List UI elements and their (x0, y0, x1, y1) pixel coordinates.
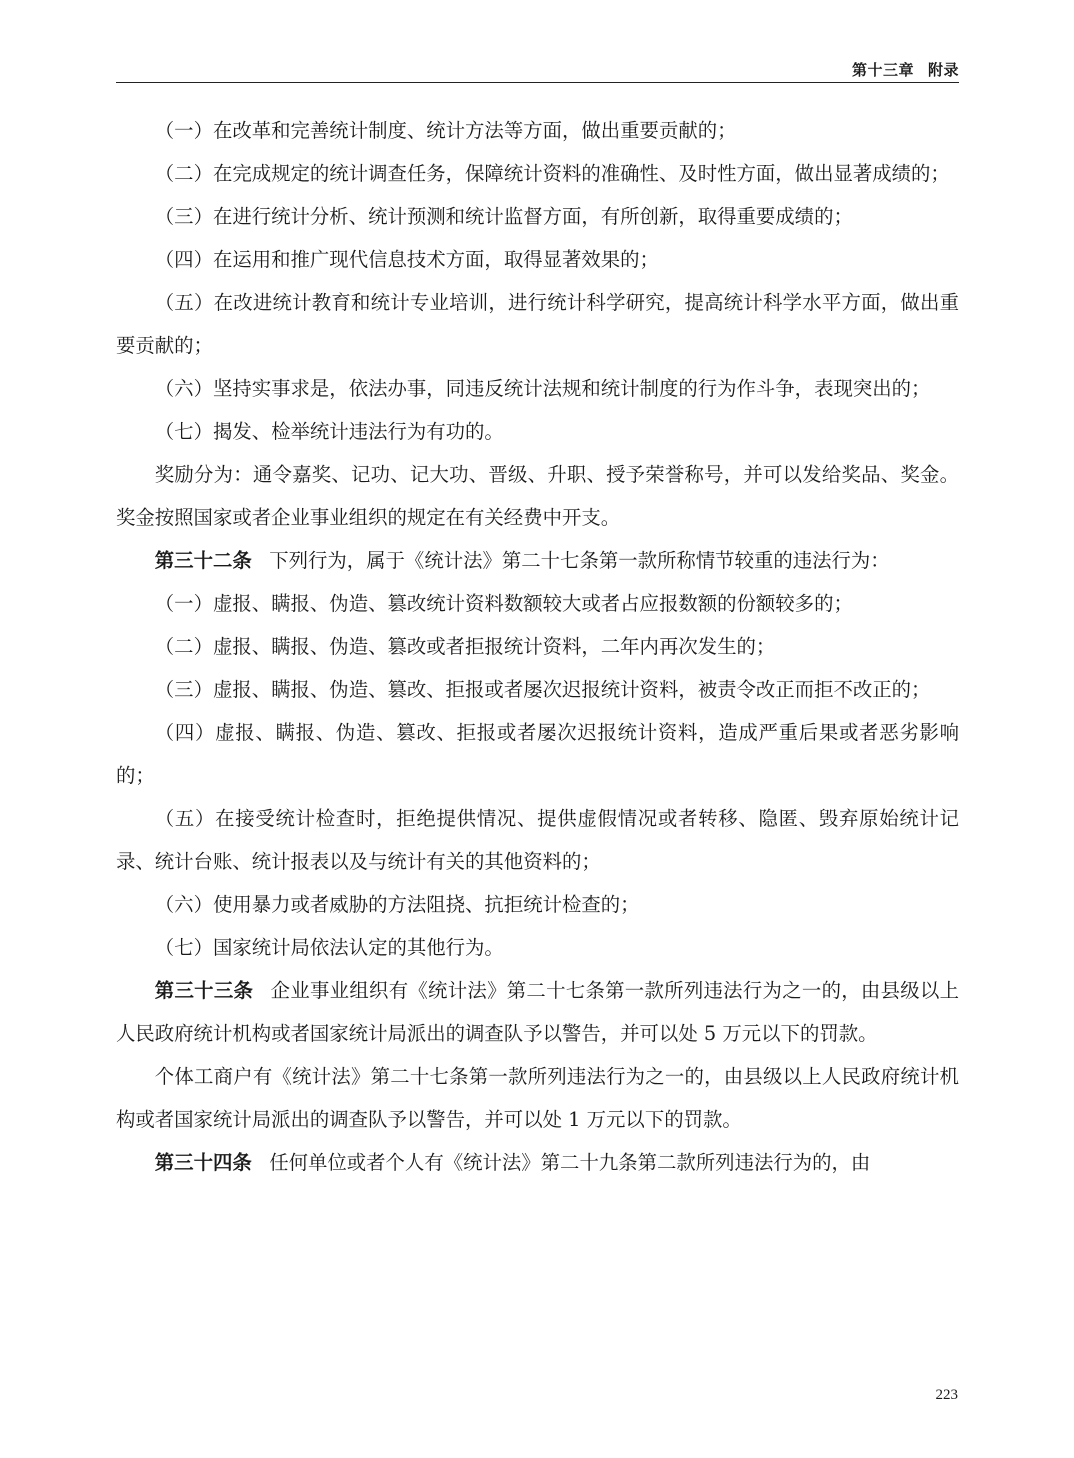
paragraph (116, 883, 959, 926)
paragraph (116, 195, 959, 238)
paragraph (116, 797, 959, 883)
paragraph-text: （二）在完成规定的统计调查任务，保障统计资料的准确性、及时性方面，做出显著成绩的； (154, 162, 950, 185)
article-number: 第三十二条 (154, 549, 252, 572)
paragraph-text: 下列行为，属于《统计法》第二十七条第一款所称情节较重的违法行为： (269, 549, 890, 572)
article-number: 第三十四条 (154, 1151, 252, 1174)
paragraph (116, 926, 959, 969)
paragraph (116, 238, 959, 281)
paragraph-text: （一）虚报、瞒报、伪造、篡改统计资料数额较大或者占应报数额的份额较多的； (154, 592, 853, 615)
article-paragraph (116, 1141, 959, 1184)
paragraph-text: 任何单位或者个人有《统计法》第二十九条第二款所列违法行为的，由 (269, 1151, 871, 1174)
paragraph-text: 个体工商户有《统计法》第二十七条第一款所列违法行为之一的，由县级以上人民政府统计机构或者国家统计局派出的调查队予以警告，并可以处 1 万元以下的罚款。 (116, 1065, 959, 1131)
running-header (116, 58, 959, 82)
article-number: 第三十三条 (154, 979, 254, 1002)
paragraph (116, 582, 959, 625)
paragraph (116, 410, 959, 453)
paragraph-text: （三）虚报、瞒报、伪造、篡改、拒报或者屡次迟报统计资料，被责令改正而拒不改正的； (154, 678, 931, 701)
paragraph-text: （一）在改革和完善统计制度、统计方法等方面，做出重要贡献的； (154, 119, 737, 142)
paragraph (116, 109, 959, 152)
paragraph (116, 453, 959, 539)
paragraph (116, 281, 959, 367)
article-paragraph (116, 539, 959, 582)
paragraph-text: （二）虚报、瞒报、伪造、篡改或者拒报统计资料，二年内再次发生的； (154, 635, 776, 658)
header-rule (116, 82, 959, 83)
paragraph-text: （三）在进行统计分析、统计预测和统计监督方面，有所创新，取得重要成绩的； (154, 205, 853, 228)
body-text (116, 109, 959, 1184)
paragraph-text: （四）在运用和推广现代信息技术方面，取得显著效果的； (154, 248, 659, 271)
paragraph-text: （六）使用暴力或者威胁的方法阻挠、抗拒统计检查的； (154, 893, 640, 916)
paragraph (116, 1055, 959, 1141)
paragraph-text: （六）坚持实事求是，依法办事，同违反统计法规和统计制度的行为作斗争，表现突出的； (154, 377, 931, 400)
paragraph-text: （四）虚报、瞒报、伪造、篡改、拒报或者屡次迟报统计资料，造成严重后果或者恶劣影响的； (116, 721, 959, 787)
paragraph-text: （七）揭发、检举统计违法行为有功的。 (154, 420, 504, 443)
paragraph (116, 625, 959, 668)
page-number: 223 (935, 1387, 958, 1403)
paragraph-text: 奖励分为：通令嘉奖、记功、记大功、晋级、升职、授予荣誉称号，并可以发给奖品、奖金。奖金按照国家或者企业事业组织的规定在有关经费中开支。 (116, 463, 959, 529)
paragraph (116, 668, 959, 711)
paragraph-text: （五）在接受统计检查时，拒绝提供情况、提供虚假情况或者转移、隐匿、毁弃原始统计记录、统计台账、统计报表以及与统计有关的其他资料的； (116, 807, 959, 873)
paragraph-text: （五）在改进统计教育和统计专业培训，进行统计科学研究，提高统计科学水平方面，做出重要贡献的； (116, 291, 959, 357)
paragraph-text: （七）国家统计局依法认定的其他行为。 (154, 936, 504, 959)
article-paragraph (116, 969, 959, 1055)
paragraph-text: 企业事业组织有《统计法》第二十七条第一款所列违法行为之一的，由县级以上人民政府统计机构或者国家统计局派出的调查队予以警告，并可以处 5 万元以下的罚款。 (116, 979, 960, 1045)
paragraph (116, 152, 959, 195)
paragraph (116, 711, 959, 797)
section-label: 附录 (927, 61, 959, 79)
paragraph (116, 367, 959, 410)
chapter-label: 第十三章 (851, 61, 914, 79)
